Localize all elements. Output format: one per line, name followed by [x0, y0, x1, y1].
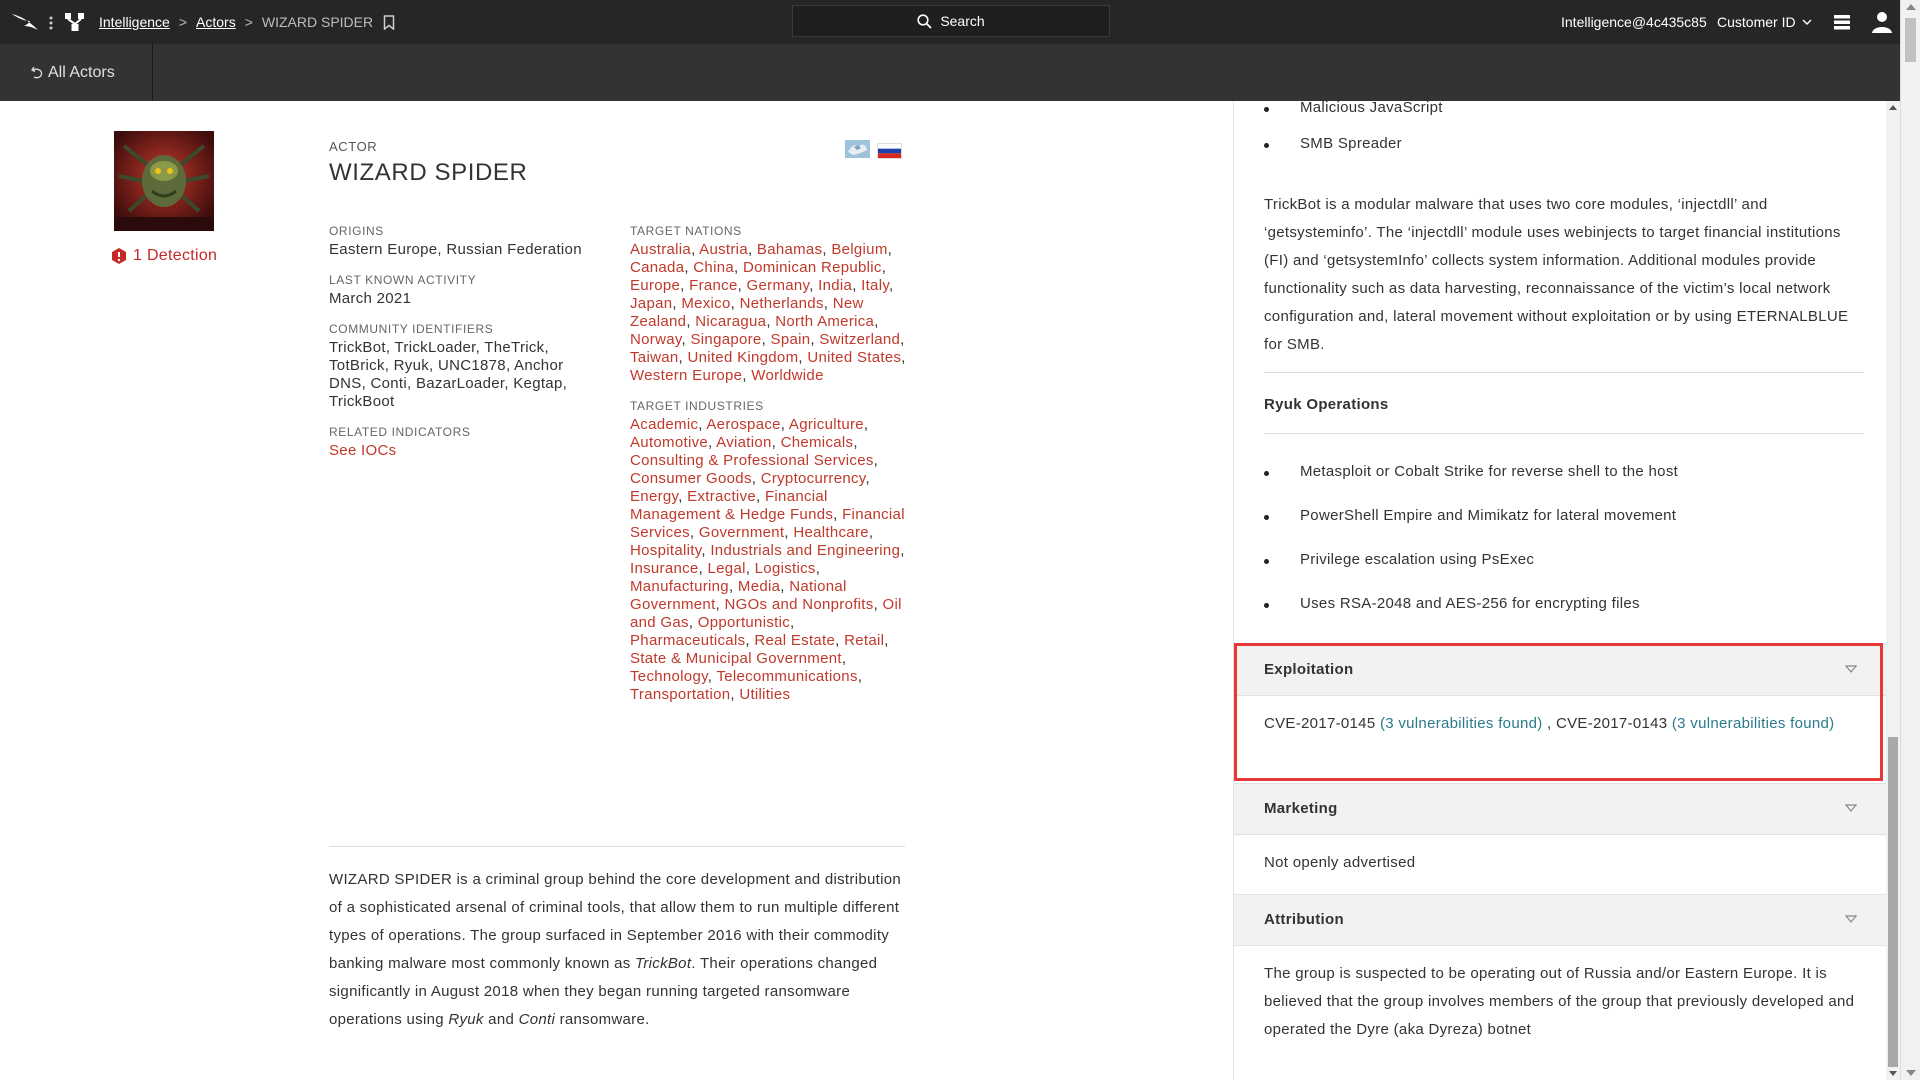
target-nation-link[interactable]: Spain	[770, 331, 811, 348]
list-separator: ,	[734, 259, 743, 276]
list-separator: ,	[701, 542, 711, 559]
list-item: SMB Spreader	[1264, 135, 1443, 171]
target-industry-link[interactable]: Manufacturing	[630, 578, 729, 595]
last-activity-field	[329, 273, 599, 308]
russia-flag-icon	[877, 143, 902, 159]
list-separator: ,	[672, 295, 682, 312]
description-trickbot: TrickBot	[635, 955, 692, 972]
list-separator: ,	[881, 259, 887, 276]
description-text: ransomware.	[555, 1011, 650, 1028]
list-item: Privilege escalation using PsExec	[1264, 551, 1678, 595]
list-separator: ,	[737, 277, 747, 294]
target-industry-link[interactable]: Consulting & Professional Services	[630, 452, 874, 469]
list-separator: ,	[745, 560, 755, 577]
target-industry-link[interactable]: Hospitality	[630, 542, 702, 559]
description-conti: Conti	[518, 1011, 556, 1028]
target-industries-list	[630, 416, 910, 704]
target-industries-label: TARGET INDUSTRIES	[630, 399, 764, 413]
list-separator: ,	[889, 277, 894, 294]
target-nation-link[interactable]: Singapore	[690, 331, 762, 348]
target-nations-label: TARGET NATIONS	[630, 224, 742, 238]
sub-navigation-bar	[0, 44, 1900, 101]
see-iocs-link[interactable]: See IOCs	[329, 442, 397, 459]
list-separator: ,	[809, 277, 819, 294]
back-arrow-icon	[31, 66, 43, 79]
target-nation-link[interactable]: Taiwan	[630, 349, 679, 366]
list-separator: ,	[745, 632, 755, 649]
actor-description	[329, 866, 909, 1034]
list-separator: ,	[761, 331, 771, 348]
list-separator: ,	[707, 668, 717, 685]
community-identifiers-field	[329, 322, 599, 411]
top-bar	[0, 0, 1900, 44]
list-separator: ,	[689, 524, 699, 541]
last-activity-label: LAST KNOWN ACTIVITY	[329, 273, 477, 287]
bookmark-icon[interactable]	[383, 15, 395, 30]
related-indicators-field	[329, 425, 599, 460]
list-separator: ,	[865, 470, 870, 487]
list-separator: ,	[728, 578, 738, 595]
list-separator: ,	[798, 349, 808, 366]
target-nation-link[interactable]: United Kingdom	[687, 349, 799, 366]
customer-id-label: Customer ID	[1717, 14, 1796, 30]
target-industry-link[interactable]: Technology	[630, 668, 708, 685]
target-nation-link[interactable]: New Zealand	[630, 295, 864, 330]
exploitation-title: Exploitation	[1264, 661, 1354, 678]
ryuk-bullet-list	[1264, 463, 1678, 639]
exploitation-section-header[interactable]	[1234, 644, 1887, 696]
target-industry-link[interactable]: Aviation	[716, 434, 772, 451]
list-item: Malicious JavaScript	[1264, 101, 1443, 135]
actor-type-label: ACTOR	[329, 139, 378, 154]
target-industry-link[interactable]: Government	[698, 524, 785, 541]
target-nation-link[interactable]: Dominican Republic	[742, 259, 882, 276]
list-separator: ,	[780, 578, 790, 595]
list-separator: ,	[873, 596, 883, 613]
list-separator: ,	[730, 295, 740, 312]
description-ryuk: Ryuk	[448, 1011, 484, 1028]
attribution-section-header[interactable]	[1234, 894, 1887, 946]
region-map-flag-icon	[845, 140, 870, 158]
description-divider	[329, 846, 905, 847]
target-industry-link[interactable]: Academic	[630, 416, 699, 433]
target-industry-link[interactable]: Telecommunications	[716, 668, 858, 685]
list-separator: ,	[810, 331, 820, 348]
target-industry-link[interactable]: Legal	[707, 560, 746, 577]
panel-scrollbar-thumb[interactable]	[1888, 737, 1898, 1067]
cve-2017-0145-vulnerabilities-link[interactable]: (3 vulnerabilities found)	[1379, 715, 1543, 732]
list-separator: ,	[887, 241, 893, 258]
chevron-down-icon	[1845, 804, 1857, 812]
list-separator: ,	[766, 313, 776, 330]
target-nation-link[interactable]: United States	[807, 349, 902, 366]
description-text: and	[483, 1011, 519, 1028]
list-separator: ,	[822, 241, 832, 258]
all-actors-button[interactable]	[31, 44, 115, 101]
section-divider	[1264, 372, 1864, 373]
target-nation-link[interactable]: North America	[775, 313, 875, 330]
search-icon	[917, 14, 932, 29]
list-separator: ,	[780, 416, 789, 433]
page-scrollbar-thumb[interactable]	[1905, 18, 1916, 62]
target-industry-link[interactable]: Financial Management & Hedge Funds	[630, 488, 834, 523]
list-separator: ,	[835, 632, 845, 649]
description-text: WIZARD SPIDER is a criminal group behind the core development and distribution of a sophisticated arsenal of criminal tools, that allow them to run multiple different types of operations. The group surfaced in September 2016 with their commodity banking malware most commonly known as	[329, 871, 901, 972]
list-separator: ,	[900, 331, 905, 348]
target-industry-link[interactable]: Real Estate	[754, 632, 836, 649]
scroll-down-arrow-icon[interactable]	[1889, 1071, 1897, 1076]
falcon-logo-icon[interactable]	[10, 10, 42, 34]
list-separator: ,	[751, 470, 761, 487]
breadcrumb-actors-link[interactable]: Actors	[196, 14, 236, 30]
target-nation-link[interactable]: Netherlands	[739, 295, 824, 312]
origins-label: ORIGINS	[329, 224, 384, 238]
list-separator: ,	[833, 506, 843, 523]
list-separator: ,	[708, 434, 717, 451]
search-button[interactable]	[792, 5, 1110, 37]
list-separator: ,	[857, 668, 863, 685]
target-industry-link[interactable]: Cryptocurrency	[760, 470, 866, 487]
list-separator: ,	[688, 614, 698, 631]
target-industry-link[interactable]: Consumer Goods	[630, 470, 752, 487]
detection-count-link[interactable]	[111, 247, 217, 265]
target-industry-link[interactable]: Healthcare	[793, 524, 869, 541]
target-industry-link[interactable]: National Government	[630, 578, 847, 613]
tools-bullet-list	[1264, 101, 1443, 171]
page-scrollbar[interactable]	[1900, 0, 1920, 1080]
target-industry-link[interactable]: Extractive	[687, 488, 757, 505]
target-nation-link[interactable]: Australia	[630, 241, 692, 258]
target-industry-link[interactable]: NGOs and Nonprofits	[724, 596, 874, 613]
target-nation-link[interactable]: China	[693, 259, 734, 276]
target-nation-link[interactable]: Italy	[861, 277, 890, 294]
breadcrumb-intelligence-link[interactable]: Intelligence	[99, 14, 170, 30]
breadcrumb-separator: >	[244, 14, 253, 30]
origins-value: Eastern Europe, Russian Federation	[329, 241, 582, 258]
target-industry-link[interactable]: Logistics	[754, 560, 816, 577]
more-vertical-icon[interactable]	[48, 12, 54, 34]
target-industry-link[interactable]: Media	[737, 578, 781, 595]
target-industry-link[interactable]: Agriculture	[788, 416, 864, 433]
subbar-divider	[152, 44, 153, 101]
target-nation-link[interactable]: Norway	[630, 331, 682, 348]
chevron-down-icon	[1845, 915, 1857, 923]
related-indicators-label: RELATED INDICATORS	[329, 425, 471, 439]
list-separator: ,	[771, 434, 781, 451]
list-item: PowerShell Empire and Mimikatz for lateral movement	[1264, 507, 1678, 551]
scroll-up-arrow-icon[interactable]	[1889, 105, 1897, 110]
wizard-spider-image-icon	[114, 131, 214, 231]
list-separator: ,	[901, 349, 906, 366]
customer-id-dropdown[interactable]	[1717, 14, 1812, 30]
target-nation-link[interactable]: Germany	[746, 277, 810, 294]
list-separator: ,	[684, 259, 694, 276]
exploitation-body	[1264, 710, 1864, 738]
actor-name-title: WIZARD SPIDER	[329, 159, 528, 186]
origins-field	[329, 224, 599, 259]
list-separator: ,	[756, 488, 765, 505]
breadcrumb-separator: >	[178, 14, 188, 30]
target-industry-link[interactable]: Automotive	[630, 434, 709, 451]
target-industries-field	[630, 399, 910, 704]
list-separator: ,	[841, 650, 847, 667]
target-industry-link[interactable]: Insurance	[630, 560, 699, 577]
cve-2017-0143-vulnerabilities-link[interactable]: (3 vulnerabilities found)	[1671, 715, 1835, 732]
target-nation-link[interactable]: Austria	[699, 241, 748, 258]
target-industry-link[interactable]: Industrials and Engineering	[710, 542, 901, 559]
community-identifiers-label: COMMUNITY IDENTIFIERS	[329, 322, 494, 336]
target-nations-list	[630, 241, 910, 385]
target-nation-link[interactable]: Bahamas	[756, 241, 823, 258]
list-separator: ,	[747, 241, 757, 258]
target-nation-link[interactable]: Japan	[630, 295, 673, 312]
target-nation-link[interactable]: India	[818, 277, 853, 294]
target-industry-link[interactable]: Chemicals	[780, 434, 854, 451]
user-profile-icon[interactable]	[1871, 10, 1893, 34]
list-item: Uses RSA-2048 and AES-256 for encrypting files	[1264, 595, 1678, 639]
all-actors-label: All Actors	[48, 63, 115, 81]
list-separator: ,	[698, 416, 707, 433]
target-nation-link[interactable]: France	[689, 277, 738, 294]
list-separator: ,	[852, 277, 862, 294]
target-industry-link[interactable]: Pharmaceuticals	[630, 632, 746, 649]
section-divider	[1264, 433, 1864, 434]
notifications-stack-icon[interactable]	[1832, 12, 1852, 32]
target-nation-link[interactable]: Canada	[630, 259, 685, 276]
community-identifiers-value: TrickBot, TrickLoader, TheTrick, TotBrick, Ryuk, UNC1878, Anchor DNS, Conti, BazarLoader, Kegtap, TrickBoot	[329, 339, 568, 410]
attribution-title: Attribution	[1264, 911, 1344, 928]
chevron-down-icon	[1845, 665, 1857, 673]
target-nation-link[interactable]: Mexico	[681, 295, 731, 312]
target-industry-link[interactable]: Transportation	[630, 686, 731, 703]
ryuk-operations-title: Ryuk Operations	[1264, 396, 1389, 413]
search-label: Search	[940, 13, 985, 29]
list-item: Metasploit or Cobalt Strike for reverse shell to the host	[1264, 463, 1678, 507]
marketing-section-header[interactable]	[1234, 783, 1887, 835]
target-industry-link[interactable]: Aerospace	[706, 416, 781, 433]
actor-details-left-column	[329, 224, 599, 474]
target-industry-link[interactable]: Opportunistic	[697, 614, 791, 631]
list-separator: ,	[678, 488, 688, 505]
breadcrumb-current: WIZARD SPIDER	[261, 14, 374, 30]
list-separator: ,	[680, 277, 690, 294]
list-separator: ,	[691, 241, 700, 258]
list-separator: ,	[874, 313, 879, 330]
target-nation-link[interactable]: Nicaragua	[695, 313, 767, 330]
panel-scrollbar[interactable]	[1886, 101, 1900, 1080]
chevron-down-icon	[1802, 19, 1812, 25]
target-nation-link[interactable]: Belgium	[831, 241, 888, 258]
target-industry-link[interactable]: Utilities	[739, 686, 791, 703]
actor-avatar	[114, 131, 214, 231]
trickbot-description: TrickBot is a modular malware that uses two core modules, ‘injectdll’ and ‘getsysteminfo’. The ‘injectdll’ module uses webinjects to target financial institutions (FI) and ‘getsystemInfo’ collects system information. Additional modules provide functionality such as data harvesting, reconnaissance of the victim’s local network configuration and, lateral movement without exploitation or by using ETERNALBLUE for SMB.	[1264, 196, 1849, 353]
actor-details-panel	[1233, 101, 1887, 1080]
target-nation-link[interactable]: Europe	[630, 277, 681, 294]
list-separator: ,	[790, 614, 795, 631]
target-nations-field	[630, 224, 910, 385]
target-industry-link[interactable]: State & Municipal Government	[630, 650, 842, 667]
list-separator: ,	[853, 434, 858, 451]
target-industry-link[interactable]: Retail	[844, 632, 885, 649]
actor-details-right-column	[630, 224, 910, 718]
user-account-label[interactable]: Intelligence@4c435c85	[1561, 14, 1707, 30]
marketing-title: Marketing	[1264, 800, 1338, 817]
list-separator: ,	[863, 416, 869, 433]
list-separator: ,	[730, 686, 740, 703]
list-separator: ,	[784, 524, 794, 541]
cve-2017-0143-label: , CVE-2017-0143	[1542, 715, 1672, 732]
breadcrumb	[99, 14, 395, 30]
target-industry-link[interactable]: Energy	[630, 488, 679, 505]
scroll-down-arrow-icon[interactable]	[1906, 1070, 1916, 1076]
list-separator: ,	[823, 295, 833, 312]
attribution-body: The group is suspected to be operating out of Russia and/or Eastern Europe. It is believed that the group involves members of the group that previously developed and operated the Dyre (aka Dyreza) botnet	[1264, 965, 1855, 1038]
detection-hexagon-icon	[111, 247, 127, 265]
target-industry-link[interactable]: Financial Services	[630, 506, 905, 541]
target-industry-link[interactable]: Oil and Gas	[630, 596, 902, 631]
list-separator: ,	[681, 331, 691, 348]
target-nation-link[interactable]: Worldwide	[751, 367, 824, 384]
scroll-up-arrow-icon[interactable]	[1906, 4, 1916, 10]
list-separator: ,	[884, 632, 889, 649]
marketing-body: Not openly advertised	[1264, 854, 1416, 871]
list-separator: ,	[715, 596, 725, 613]
cve-2017-0145-label: CVE-2017-0145	[1264, 715, 1380, 732]
list-separator: ,	[742, 367, 752, 384]
list-separator: ,	[698, 560, 708, 577]
list-separator: ,	[900, 542, 905, 559]
list-separator: ,	[868, 524, 874, 541]
list-separator: ,	[815, 560, 821, 577]
intelligence-module-icon[interactable]	[64, 11, 86, 33]
detection-count-label: 1 Detection	[133, 247, 218, 264]
list-separator: ,	[873, 452, 879, 469]
description-text: . Their operations changed significantly in August 2018 when they began running targeted ransomware operations using	[329, 955, 878, 1028]
target-nation-link[interactable]: Western Europe	[630, 367, 743, 384]
last-activity-value: March 2021	[329, 290, 412, 307]
list-separator: ,	[686, 313, 696, 330]
target-nation-link[interactable]: Switzerland	[819, 331, 901, 348]
list-separator: ,	[678, 349, 688, 366]
